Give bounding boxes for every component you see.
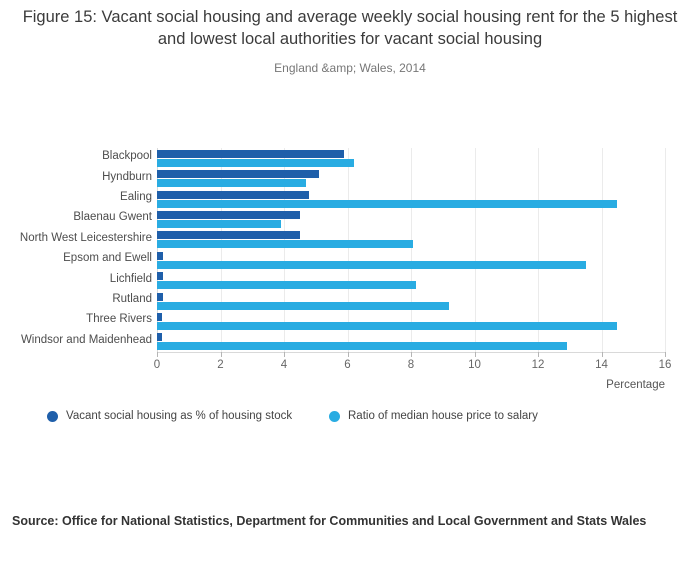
legend-label: Vacant social housing as % of housing stock bbox=[66, 410, 293, 422]
bar bbox=[157, 272, 163, 280]
bar bbox=[157, 159, 354, 167]
bar bbox=[157, 170, 319, 178]
x-tick-label: 12 bbox=[531, 359, 545, 371]
category-label: Blaenau Gwent bbox=[73, 211, 152, 224]
bar bbox=[157, 179, 306, 187]
x-tick-label: 10 bbox=[468, 359, 481, 371]
category-label: North West Leicestershire bbox=[19, 231, 152, 244]
category-label: Epsom and Ewell bbox=[63, 252, 152, 265]
legend-color-swatch bbox=[47, 411, 58, 422]
x-axis-title: Percentage bbox=[606, 379, 665, 391]
bar bbox=[157, 252, 163, 260]
chart-plot-area bbox=[0, 136, 700, 391]
x-tick-label: 4 bbox=[280, 359, 288, 371]
title-block bbox=[0, 0, 700, 75]
y-axis-category-labels bbox=[0, 148, 152, 352]
category-label: Blackpool bbox=[102, 150, 152, 163]
category-label: Ealing bbox=[120, 191, 152, 203]
bar bbox=[157, 200, 617, 208]
legend-label: Ratio of median house price to salary bbox=[348, 410, 538, 422]
bar bbox=[157, 322, 617, 330]
category-label: Lichfield bbox=[109, 272, 152, 285]
bar bbox=[157, 293, 163, 301]
bar bbox=[157, 342, 567, 350]
category-label: Three Rivers bbox=[86, 313, 152, 326]
bar bbox=[157, 150, 344, 158]
x-tick-mark bbox=[157, 352, 158, 357]
category-label: Hyndburn bbox=[102, 170, 152, 183]
x-tick-mark bbox=[602, 352, 603, 357]
x-tick-mark bbox=[665, 352, 666, 357]
legend-item-vacant-social-housing[interactable] bbox=[47, 410, 292, 422]
x-tick-label: 16 bbox=[658, 359, 672, 371]
bar bbox=[157, 191, 309, 199]
chart-title: Figure 15: Vacant social housing and average weekly social housing rent for the 5 highest and lowest local authorities for vacant social housing bbox=[22, 8, 678, 48]
bar bbox=[157, 231, 300, 239]
bar bbox=[157, 240, 413, 248]
bar bbox=[157, 333, 162, 341]
chart-legend bbox=[0, 404, 700, 434]
x-tick-label: 8 bbox=[407, 359, 415, 371]
source-note: Source: Office for National Statistics, Department for Communities and Local Government and Stats Wales bbox=[12, 514, 647, 528]
bar bbox=[157, 220, 281, 228]
x-tick-mark bbox=[221, 352, 222, 357]
bar bbox=[157, 313, 162, 321]
x-tick-label: 6 bbox=[344, 359, 351, 371]
bar bbox=[157, 261, 586, 269]
bar bbox=[157, 281, 416, 289]
x-tick-mark bbox=[475, 352, 476, 357]
chart-subtitle: England &amp; Wales, 2014 bbox=[274, 61, 426, 75]
x-tick-label: 0 bbox=[153, 359, 161, 371]
category-label: Rutland bbox=[112, 293, 152, 305]
category-label: Windsor and Maidenhead bbox=[20, 333, 152, 346]
x-tick-label: 14 bbox=[595, 359, 608, 371]
legend-color-swatch bbox=[329, 411, 340, 422]
x-tick-mark bbox=[538, 352, 539, 357]
legend-item-price-to-salary-ratio[interactable] bbox=[329, 410, 538, 422]
x-tick-mark bbox=[411, 352, 412, 357]
bar bbox=[157, 302, 449, 310]
x-tick-mark bbox=[284, 352, 285, 357]
bar bbox=[157, 211, 300, 219]
gridline bbox=[665, 148, 666, 352]
x-tick-mark bbox=[348, 352, 349, 357]
x-tick-label: 2 bbox=[217, 359, 224, 371]
